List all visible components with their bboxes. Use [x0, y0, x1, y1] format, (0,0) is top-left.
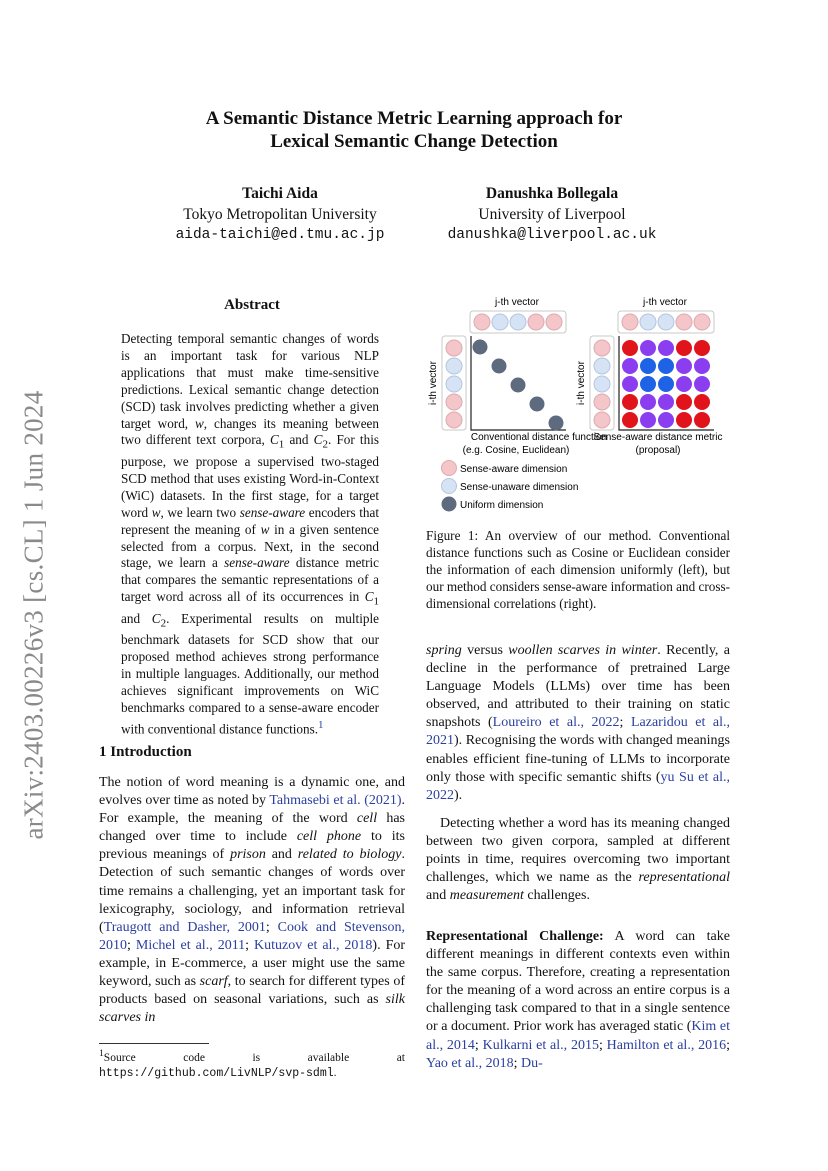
citation[interactable]: Traugott and Dasher, 2001 [103, 919, 266, 935]
footnote-ref[interactable]: 1 [318, 718, 324, 731]
left-jth-element [474, 314, 490, 330]
right-distance-matrix [619, 336, 714, 430]
metric-weight-dot [640, 412, 656, 428]
left-ith-element [446, 412, 462, 428]
figure-legend [442, 461, 579, 512]
title-line-1: A Semantic Distance Metric Learning approach for [205, 108, 623, 129]
metric-weight-dot [694, 376, 710, 392]
author-1-name: Taichi Aida [242, 185, 318, 202]
right-ith-element [594, 376, 610, 392]
metric-weight-dot [658, 412, 674, 428]
uniform-weight-dot [549, 416, 564, 431]
intro-paragraph-1: The notion of word meaning is a dynamic one, and evolves over time as noted by Tahmasebi et al. (2021). For example, the meaning of the word cell has changed over time to include cell phone to its previous meanings of prison and related to biology. Detection of such semantic changes of words over time remains a challenging, yet an important task for lexicography, sociology, and information retrieval (Traugott and Dasher, 2001; Cook and Stevenson, 2010; Michel et al., 2011; Kutuzov et al., 2018). For example, in E-commerce, a user might use the same keyword, such as scarf, to search for different types of products based on seasonal variations, such as silk scarves in [99, 775, 406, 1026]
legend-label-sense-unaware: Sense-unaware dimension [460, 482, 579, 493]
citation[interactable]: Du- [521, 1055, 543, 1071]
metric-weight-dot [640, 358, 656, 374]
metric-weight-dot [658, 340, 674, 356]
left-ith-element [446, 358, 462, 374]
metric-weight-dot [622, 376, 638, 392]
metric-weight-dot [694, 340, 710, 356]
metric-weight-dot [640, 376, 656, 392]
uniform-weight-dot [473, 340, 488, 355]
metric-weight-dot [694, 412, 710, 428]
paragraph-heading: Representational Challenge: [426, 929, 604, 944]
author-1 [150, 183, 410, 246]
author-2-name: Danushka Bollegala [485, 185, 619, 202]
metric-weight-dot [658, 376, 674, 392]
metric-weight-dot [640, 340, 656, 356]
right-jth-vector [618, 311, 714, 333]
figure-1 [420, 292, 730, 517]
metric-weight-dot [676, 376, 692, 392]
metric-weight-dot [658, 358, 674, 374]
left-caption-2: (e.g. Cosine, Euclidean) [462, 445, 570, 456]
author-2 [422, 183, 682, 246]
citation[interactable]: Loureiro et al., 2022 [492, 715, 620, 731]
left-ith-vector [442, 336, 466, 430]
intro-paragraph-2: Detecting whether a word has its meaning changed between two given corpora, sampled at different points in time, requires overcoming two important challenges, which we name as the representational and measurement challenges. [426, 816, 730, 904]
right-ith-element [594, 394, 610, 410]
metric-weight-dot [694, 358, 710, 374]
right-jth-element [622, 314, 638, 330]
left-ith-element [446, 394, 462, 410]
citation[interactable]: Michel et al., 2011 [135, 937, 246, 953]
metric-weight-dot [640, 394, 656, 410]
right-ith-vector [590, 336, 614, 430]
author-2-affiliation: University of Liverpool [478, 206, 626, 223]
legend-swatch-sense-unaware [442, 479, 457, 494]
right-jth-element [694, 314, 710, 330]
section-heading-introduction: 1 Introduction [99, 744, 192, 760]
metric-weight-dot [694, 394, 710, 410]
citation[interactable]: Lazaridou et al., 2021 [426, 715, 731, 749]
footnote: $^1$Source code is available at https://github.com/LivNLP/svp-sdml. [99, 1048, 405, 1080]
metric-weight-dot [676, 340, 692, 356]
citation[interactable]: Kutuzov et al., 2018 [254, 937, 373, 953]
arxiv-stamp [14, 380, 54, 850]
uniform-weight-dot [492, 359, 507, 374]
citation[interactable]: Kulkarni et al., 2015 [482, 1037, 599, 1053]
left-jth-element [510, 314, 526, 330]
legend-swatch-uniform [442, 497, 457, 512]
left-jth-element [492, 314, 508, 330]
author-1-email[interactable]: aida-taichi@ed.tmu.ac.jp [175, 227, 385, 243]
left-caption-1: Conventional distance function [470, 432, 608, 443]
metric-weight-dot [676, 394, 692, 410]
metric-weight-dot [622, 358, 638, 374]
footnote-rule [99, 1043, 209, 1044]
right-caption-2: (proposal) [635, 445, 681, 456]
right-jth-element [640, 314, 656, 330]
legend-label-sense-aware: Sense-aware dimension [460, 464, 568, 475]
left-ith-label: i-th vector [428, 361, 439, 405]
uniform-weight-dot [511, 378, 526, 393]
representational-challenge-paragraph: Representational Challenge: A word can take different meanings in different contexts even within the same corpus. Therefore, creating a representation for the meaning of a word across an entire corpus is a challenging task compared to that in a single sentence or a document. Prior work has averaged static (Kim et al., 2014; Kulkarni et al., 2015; Hamilton et al., 2016; Yao et al., 2018; Du- [426, 929, 731, 1071]
metric-weight-dot [676, 358, 692, 374]
abstract-body: Detecting temporal semantic changes of words is an important task for various NLP applications that must make time-sensitive predictions. Lexical semantic change detection (SCD) task involves predicting whether a given target word, w, changes its meaning between two different text corpora, $C_1$ and $C_2$. For this purpose, we propose a supervised two-staged SCD method that uses existing Word-in-Context (WiC) datasets. In the first stage, for a target word w, we learn two sense-aware encoders that represent the meaning of w in a given sentence selected from a corpus. Next, in the second stage, we learn a sense-aware distance metric that compares the semantic representations of a target word across all of its occurrences in $C_1$ and $C_2$. Experimental results on multiple benchmark datasets for SCD show that our proposed method achieves strong performance in multiple languages. Additionally, our method achieves significant improvements on WiC benchmarks compared to a sense-aware encoder with conventional distance functions.$^1$ [121, 331, 379, 737]
left-jth-label: j-th vector [495, 297, 539, 308]
title-line-2: Lexical Semantic Change Detection [270, 131, 558, 152]
right-ith-label: i-th vector [576, 361, 587, 405]
arxiv-stamp-text: arXiv:2403.00226v3 [cs.CL] 1 Jun 2024 [18, 390, 49, 840]
left-ith-element [446, 376, 462, 392]
footnote-url[interactable]: https://github.com/LivNLP/svp-sdml [99, 1066, 334, 1080]
metric-weight-dot [676, 412, 692, 428]
right-ith-element [594, 358, 610, 374]
left-jth-vector [470, 311, 566, 333]
author-2-email[interactable]: danushka@liverpool.ac.uk [447, 227, 657, 243]
legend-label-uniform: Uniform dimension [460, 500, 544, 511]
citation[interactable]: Cook and Stevenson, 2010 [99, 919, 406, 953]
metric-weight-dot [622, 394, 638, 410]
legend-swatch-sense-aware [442, 461, 457, 476]
left-jth-element [528, 314, 544, 330]
left-jth-element [546, 314, 562, 330]
metric-weight-dot [658, 394, 674, 410]
right-ith-element [594, 340, 610, 356]
citation[interactable]: Tahmasebi et al. (2021) [269, 793, 402, 809]
citation[interactable]: yu Su et al., 2022 [426, 769, 730, 803]
left-ith-element [446, 340, 462, 356]
figure-1-caption: Figure 1: An overview of our method. Conventional distance functions such as Cosine or Euclidean consider the information of each dimension uniformly (left), but our method considers sense-aware information and cross-dimensional correlations (right). [426, 528, 730, 611]
metric-weight-dot [622, 340, 638, 356]
citation[interactable]: Kim et al., 2014 [426, 1019, 730, 1053]
abstract-heading: Abstract [224, 297, 280, 313]
right-ith-element [594, 412, 610, 428]
uniform-weight-dot [530, 397, 545, 412]
right-jth-label: j-th vector [643, 297, 687, 308]
paper-title [100, 107, 728, 153]
left-distance-matrix [471, 336, 566, 431]
right-caption-1: Sense-aware distance metric [593, 432, 723, 443]
right-jth-element [676, 314, 692, 330]
author-1-affiliation: Tokyo Metropolitan University [183, 206, 377, 223]
citation[interactable]: Yao et al., 2018 [426, 1055, 514, 1071]
citation[interactable]: Hamilton et al., 2016 [606, 1037, 727, 1053]
metric-weight-dot [622, 412, 638, 428]
right-jth-element [658, 314, 674, 330]
intro-paragraph-1-continued: spring versus woollen scarves in winter. Recently, a decline in the performance of pretrained Large Language Models (LLMs) over time has been observed, and attributed to their training on static snapshots (Loureiro et al., 2022; Lazaridou et al., 2021). Recognising the words with changed meanings enables efficient fine-tuning of LLMs to incorporate only those with specific semantic shifts (yu Su et al., 2022). [426, 643, 731, 803]
